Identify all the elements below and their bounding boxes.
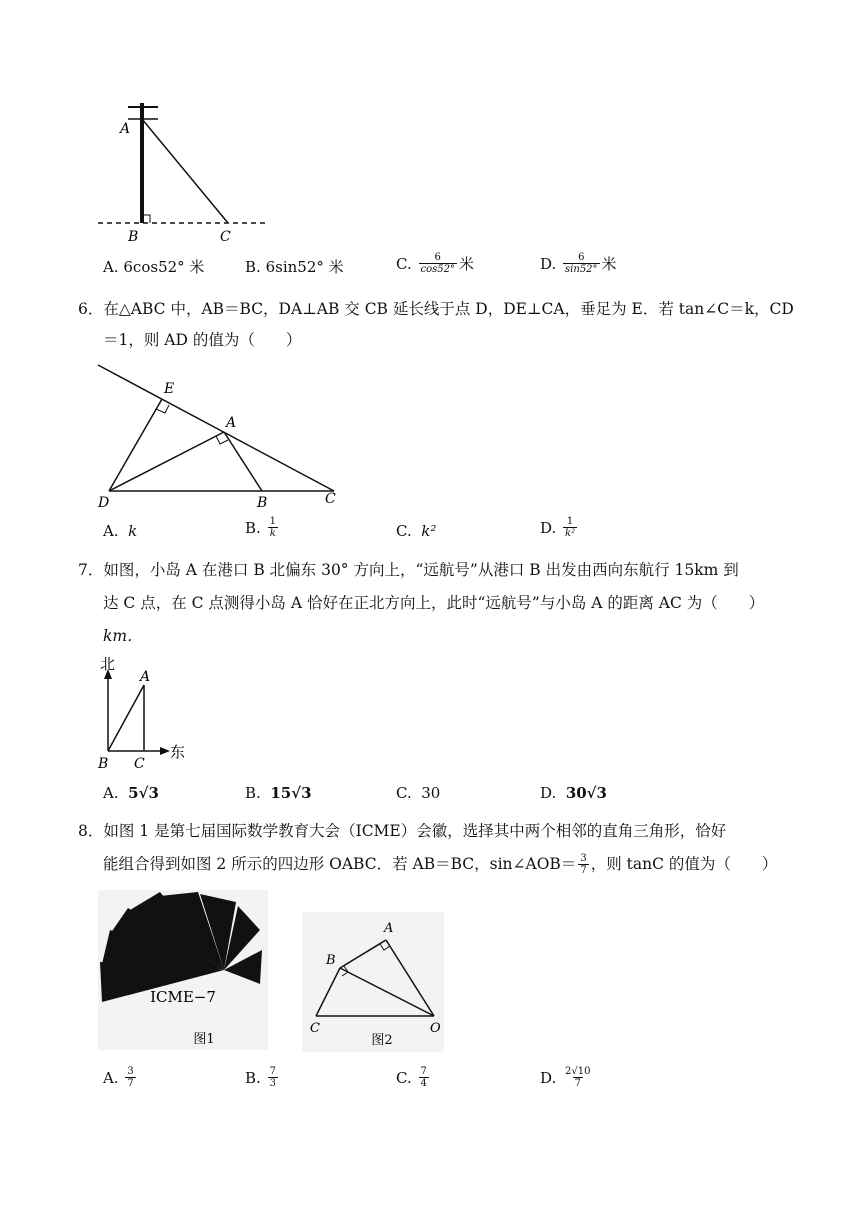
q8-option-d[interactable]: [540, 1066, 595, 1089]
q8-stem-line2: [103, 850, 777, 878]
option-letter: D.: [540, 518, 557, 537]
option-letter: A.: [103, 1068, 119, 1087]
q8-figure-1: [98, 890, 268, 1050]
option-letter: C.: [396, 522, 412, 540]
q7-option-d[interactable]: [540, 784, 607, 802]
option-fraction: $\frac{2√10}{7}$: [565, 1066, 591, 1089]
q6-stem-line2: ＝1，则 AD 的值为（ ）: [103, 331, 302, 349]
q8-option-a[interactable]: [103, 1066, 138, 1089]
q6-label-c: C: [325, 491, 336, 507]
q8-figure-2: [302, 912, 444, 1052]
option-letter: C.: [396, 1068, 412, 1087]
q8-figure-1-caption: 图1: [193, 1032, 215, 1047]
q7-stem-line2: 达 C 点，在 C 点测得小岛 A 恰好在正北方向上，此时“远航号”与小岛 A 的距离 AC 为（ ）: [103, 594, 765, 612]
option-text: 6cos52° 米: [123, 258, 205, 276]
q8-label-b: B: [326, 953, 336, 968]
q7-label-a: A: [140, 669, 151, 685]
q8-stem-text: 能组合得到如图 2 所示的四边形 OABC．若 AB＝BC，sin∠AOB＝: [103, 855, 577, 873]
option-letter: B.: [245, 257, 261, 276]
option-letter: A.: [103, 784, 119, 802]
q6-label-a: A: [226, 415, 237, 431]
option-letter: C.: [396, 784, 412, 802]
option-letter: B.: [245, 1068, 261, 1087]
q8-logo-text: ICME−7: [150, 988, 216, 1006]
q7-option-c[interactable]: [396, 784, 440, 802]
option-text: 6sin52° 米: [265, 258, 344, 276]
option-text: 15√3: [270, 784, 312, 802]
option-fraction: $\frac{7}{3}$: [269, 1066, 276, 1089]
q7-label-c: C: [134, 756, 145, 772]
option-fraction: $\frac{3}{7}$: [127, 1066, 134, 1089]
q7-figure: [90, 653, 200, 773]
option-text: 5√3: [128, 784, 159, 802]
option-fraction: $\frac{6}{\sin 52^\circ}$: [565, 252, 598, 275]
option-fraction: $\frac{1}{\text{k²}}$: [565, 516, 576, 539]
option-text: k: [128, 522, 138, 540]
option-letter: D.: [540, 1068, 557, 1087]
option-letter: B.: [245, 518, 261, 537]
q6-label-b: B: [257, 495, 268, 510]
q5-label-b: B: [128, 229, 139, 245]
q6-stem-line1: 6．在△ABC 中，AB＝BC，DA⊥AB 交 CB 延长线于点 D，DE⊥CA，垂足为 E．若 tan∠C＝k，CD: [78, 300, 794, 318]
q8-stem-line1: 8．如图 1 是第七届国际数学教育大会（ICME）会徽，选择其中两个相邻的直角三角形，恰好: [78, 822, 727, 840]
option-letter: A.: [103, 522, 119, 540]
option-text: 30√3: [565, 784, 607, 802]
option-letter: D.: [540, 784, 557, 802]
option-fraction: $\frac{7}{4}$: [420, 1066, 427, 1089]
q8-label-o: O: [430, 1021, 441, 1036]
option-letter: A.: [103, 257, 119, 276]
q5-option-a[interactable]: [103, 256, 204, 277]
q7-option-a[interactable]: [103, 784, 159, 802]
q8-label-a: A: [384, 921, 394, 936]
option-letter: B.: [245, 784, 261, 802]
q6-label-e: E: [164, 381, 175, 397]
q7-label-b: B: [98, 756, 109, 772]
q7-label-north: 北: [100, 655, 116, 673]
option-letter: D.: [540, 254, 557, 273]
q6-figure: [90, 355, 350, 510]
option-letter: C.: [396, 254, 412, 273]
q6-option-a[interactable]: [103, 522, 137, 540]
q7-label-east: 东: [170, 743, 186, 761]
q5-option-c[interactable]: [396, 252, 474, 275]
q5-option-d[interactable]: [540, 252, 617, 275]
q8-label-c: C: [310, 1021, 320, 1036]
q6-option-d[interactable]: [540, 516, 579, 539]
option-unit: 米: [601, 255, 617, 273]
q8-stem-text: ，则 tanC 的值为（ ）: [590, 855, 778, 873]
q6-label-d: D: [98, 495, 110, 510]
q5-option-b[interactable]: [245, 256, 344, 277]
q6-option-c[interactable]: [396, 522, 436, 540]
q8-option-c[interactable]: [396, 1066, 431, 1089]
option-fraction: $\frac{6}{\cos 52^\circ}$: [420, 252, 455, 275]
q6-option-b[interactable]: [245, 516, 280, 539]
q8-figure-2-caption: 图2: [371, 1033, 393, 1048]
q5-label-c: C: [220, 229, 231, 245]
q5-label-a: A: [120, 121, 131, 137]
option-text: 30: [421, 784, 441, 802]
q5-figure: [90, 95, 280, 245]
q7-option-b[interactable]: [245, 784, 312, 802]
q7-stem-line3: km．: [103, 627, 143, 645]
q7-stem-line1: 7．如图，小岛 A 在港口 B 北偏东 30° 方向上，“远航号”从港口 B 出发由西向东航行 15km 到: [78, 561, 739, 579]
q8-option-b[interactable]: [245, 1066, 280, 1089]
q8-stem-fraction: $\frac{3}{7}$: [580, 852, 587, 876]
option-text: k²: [421, 522, 437, 540]
option-unit: 米: [458, 255, 474, 273]
option-fraction: $\frac{1}{k}$: [269, 516, 276, 539]
